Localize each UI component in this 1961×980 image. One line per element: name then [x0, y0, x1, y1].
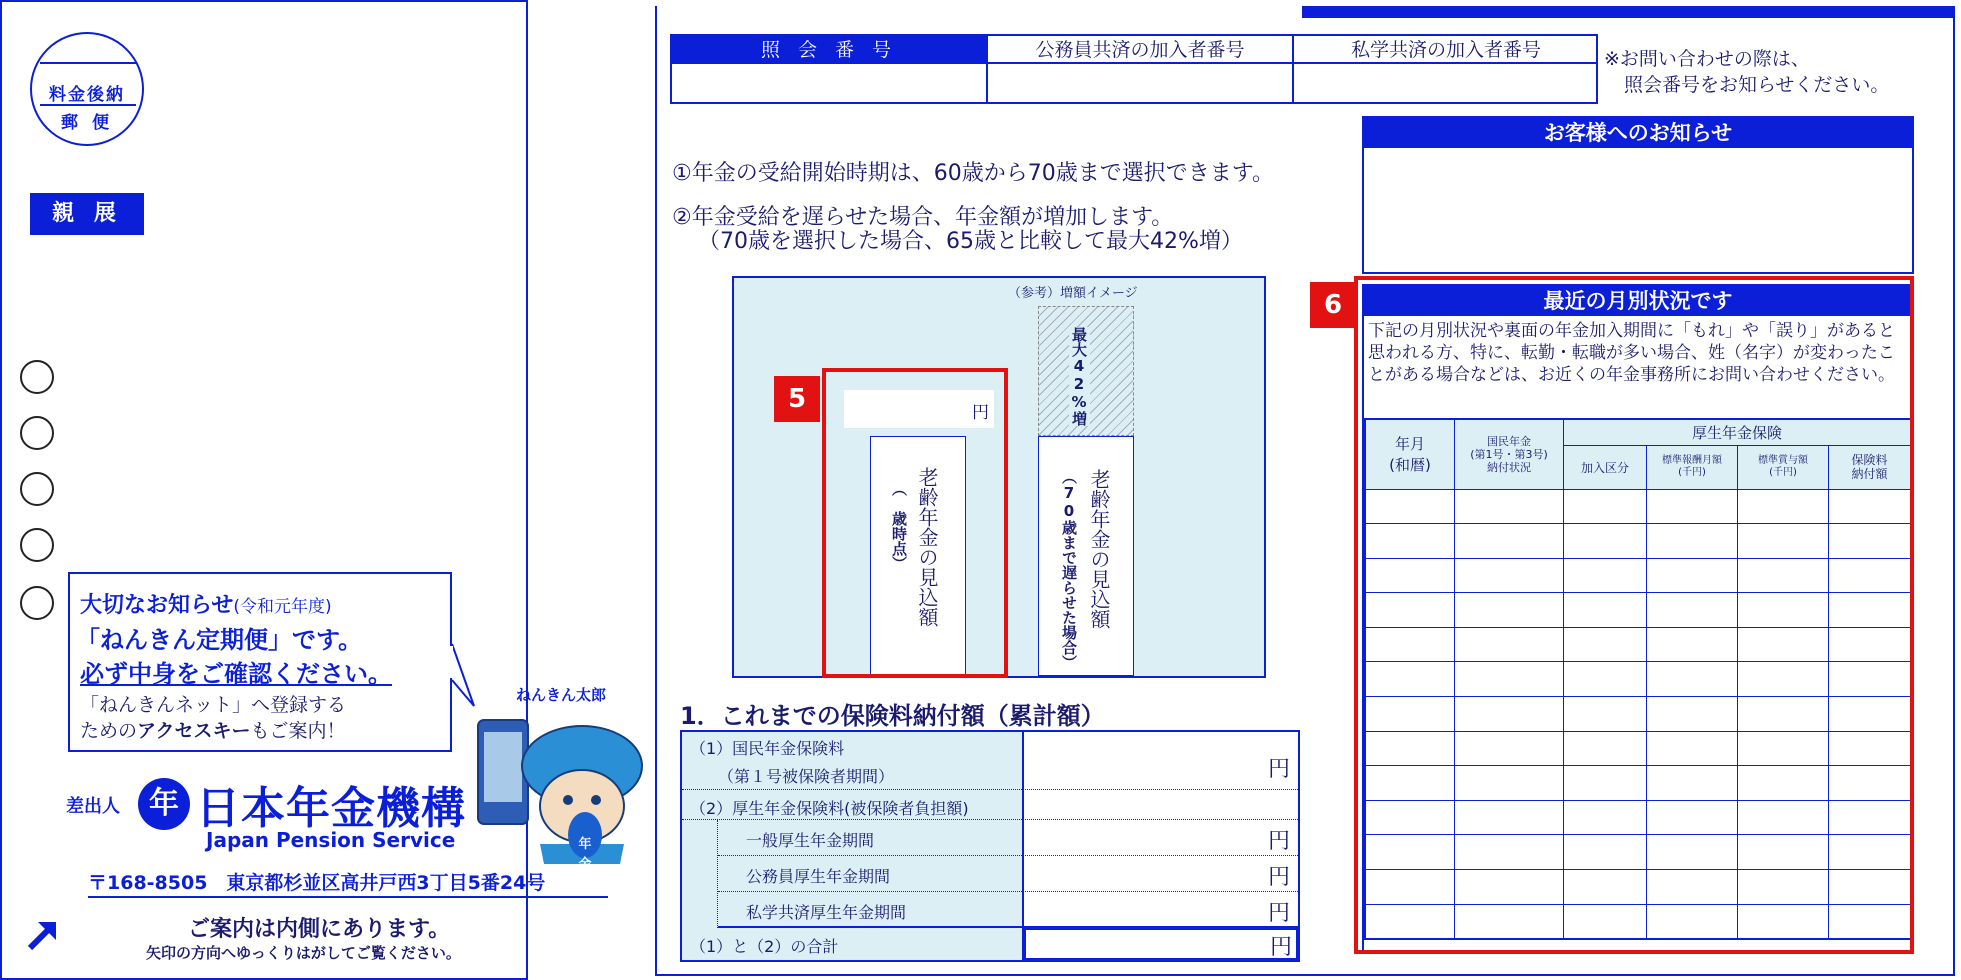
highlight-box-5	[822, 368, 1008, 678]
info-line3: （70歳を選択した場合、65歳と比較して最大42%増）	[698, 229, 1243, 254]
guide-line2: 矢印の方向へゆっくりはがしてご覧ください。	[146, 944, 461, 962]
s1-row6-label: （1）と（2）の合計	[690, 937, 839, 956]
col-year-label: 年月 (和暦)	[1389, 435, 1431, 475]
s1-row5-unit: 円	[1267, 901, 1290, 926]
bar-current-label: 老齢年金の見込額	[915, 467, 939, 627]
customer-notice-title: お客様へのお知らせ	[1364, 118, 1912, 148]
personal-badge: 親 展	[30, 193, 144, 235]
marker-5: 5	[774, 376, 820, 422]
mascot-illustration	[470, 714, 652, 864]
bubble-title: 大切なお知らせ	[80, 593, 234, 618]
s1-row5-label-cell	[718, 892, 1022, 928]
customer-notice-box	[1362, 116, 1914, 274]
id-header-inquiry: 照 会 番 号	[672, 36, 986, 64]
bubble-line5a: ための	[80, 720, 138, 742]
hole-1	[20, 360, 54, 394]
marker-6: 6	[1310, 282, 1356, 328]
stamp-divider-top	[40, 62, 136, 64]
col-kokumin-label: 国民年金 (第1号・第3号) 納付状況	[1470, 434, 1548, 474]
monthly-desc: 下記の月別状況や裏面の年金加入期間に「もれ」や「誤り」があると思われる方、特に、転勤・転職が多い場合、姓（名字）が変わったことがある場合などは、お近くの年金事務所にお問い合わせください。	[1368, 321, 1895, 385]
info-line2: ②年金受給を遅らせた場合、年金額が増加します。	[672, 205, 1174, 230]
s1-row6-value[interactable]	[1022, 926, 1300, 962]
id-note-line2: 照会番号をお知らせください。	[1624, 74, 1890, 96]
org-logo-kanji: 年	[149, 786, 179, 821]
mascot-badge-text: 年 金	[578, 837, 592, 872]
peel-arrow-icon	[24, 914, 64, 954]
bar-increase-hatched	[1038, 306, 1134, 436]
section1-title: 1．これまでの保険料納付額（累計額）	[680, 702, 1105, 730]
mascot-name: ねんきん太郎	[516, 686, 607, 704]
sender-address: 〒168-8505 東京都杉並区高井戸西3丁目5番24号	[88, 872, 546, 894]
amount-yen: 円	[972, 403, 989, 423]
s1-row2-value	[1022, 790, 1298, 820]
chart-ref-label: （参考）増額イメージ	[1008, 286, 1138, 301]
s1-row1-value[interactable]	[1022, 732, 1298, 790]
bar-delayed-sub: （70歳まで遅らせた場合）	[1060, 469, 1078, 670]
s1-row2-label: （2）厚生年金保険料(被保険者負担額)	[690, 799, 969, 818]
col-sub-premium-label: 保険料 納付額	[1851, 453, 1888, 481]
s1-row3-label: 一般厚生年金期間	[746, 831, 875, 850]
col-sub-kubun-label: 加入区分	[1580, 460, 1629, 475]
s1-row6-unit: 円	[1269, 935, 1292, 960]
bubble-line4: 「ねんきんネット」へ登録する	[80, 694, 347, 716]
id-header-private: 私学共済の加入者番号	[1292, 36, 1598, 64]
id-note-line1: ※お問い合わせの際は、	[1604, 48, 1810, 70]
info-line1: ①年金の受給開始時期は、60歳から70歳まで選択できます。	[672, 161, 1274, 186]
id-cell-inquiry[interactable]	[672, 64, 986, 102]
s1-row2-label-cell	[682, 790, 1022, 820]
bubble-line2: 「ねんきん定期便」です。	[76, 626, 363, 654]
bubble-title-sub: (令和元年度)	[233, 597, 332, 617]
section1-table	[680, 730, 1300, 962]
highlight-box-6	[1354, 276, 1914, 954]
postage-stamp	[30, 32, 144, 146]
notice-bubble	[68, 572, 452, 752]
s1-row4-value[interactable]	[1022, 856, 1298, 892]
bubble-line5c: もご案内！	[250, 720, 346, 742]
s1-row5-label: 私学共済厚生年金期間	[746, 903, 907, 922]
s1-row1-label-cell	[682, 732, 1022, 790]
s1-row1-sub: （第１号被保険者期間）	[718, 767, 895, 786]
bubble-title-row	[80, 588, 332, 619]
monthly-title: 最近の月別状況です	[1364, 286, 1912, 316]
s1-row1-label: （1）国民年金保険料	[690, 739, 845, 758]
address-underline	[88, 896, 608, 898]
bubble-tail	[440, 640, 480, 710]
s1-row3-value[interactable]	[1022, 820, 1298, 856]
col-sub-bonus-label: 標準賞与額 (千円)	[1758, 455, 1808, 478]
bar-current-sub: （ 歳時点）	[890, 481, 908, 571]
s1-row3-unit: 円	[1267, 829, 1290, 854]
org-name-jp: 日本年金機構	[196, 783, 466, 834]
hole-2	[20, 416, 54, 450]
stamp-line1: 料金後納	[49, 85, 125, 105]
s1-row4-unit: 円	[1267, 865, 1290, 890]
col-sub-monthly-label: 標準報酬月額 (千円)	[1662, 455, 1722, 478]
bar-delayed	[1038, 436, 1134, 676]
bubble-line5	[80, 716, 345, 743]
org-name-en: Japan Pension Service	[206, 828, 456, 852]
id-cell-public[interactable]	[986, 64, 1292, 102]
hole-4	[20, 528, 54, 562]
bar-delayed-label: 老齢年金の見込額	[1087, 469, 1111, 629]
hole-5	[20, 586, 54, 620]
bubble-line5b: アクセスキー	[137, 720, 251, 742]
s1-row1-unit: 円	[1267, 757, 1290, 782]
s1-row4-label: 公務員厚生年金期間	[746, 867, 891, 886]
id-header-public: 公務員共済の加入者番号	[986, 36, 1292, 64]
stamp-line2: 郵 便	[61, 113, 113, 133]
sender-label: 差出人	[66, 796, 120, 817]
id-cell-private[interactable]	[1292, 64, 1598, 102]
s1-row6-label-cell	[682, 928, 1022, 960]
hole-3	[20, 472, 54, 506]
col-kosei-label: 厚生年金保険	[1691, 423, 1782, 442]
s1-row4-label-cell	[718, 856, 1022, 892]
id-table	[670, 34, 1598, 104]
right-panel-top-bar	[1302, 6, 1955, 18]
s1-row5-value[interactable]	[1022, 892, 1298, 928]
increase-label: 最大42%増	[1070, 327, 1088, 426]
bubble-line3: 必ず中身をご確認ください。	[80, 660, 392, 688]
org-logo-icon	[138, 778, 190, 830]
guide-line1: ご案内は内側にあります。	[188, 917, 451, 942]
s1-row3-label-cell	[718, 820, 1022, 856]
s1-indent-column	[682, 820, 718, 928]
stamp-divider-mid	[40, 104, 136, 106]
mascot-badge	[568, 812, 602, 872]
